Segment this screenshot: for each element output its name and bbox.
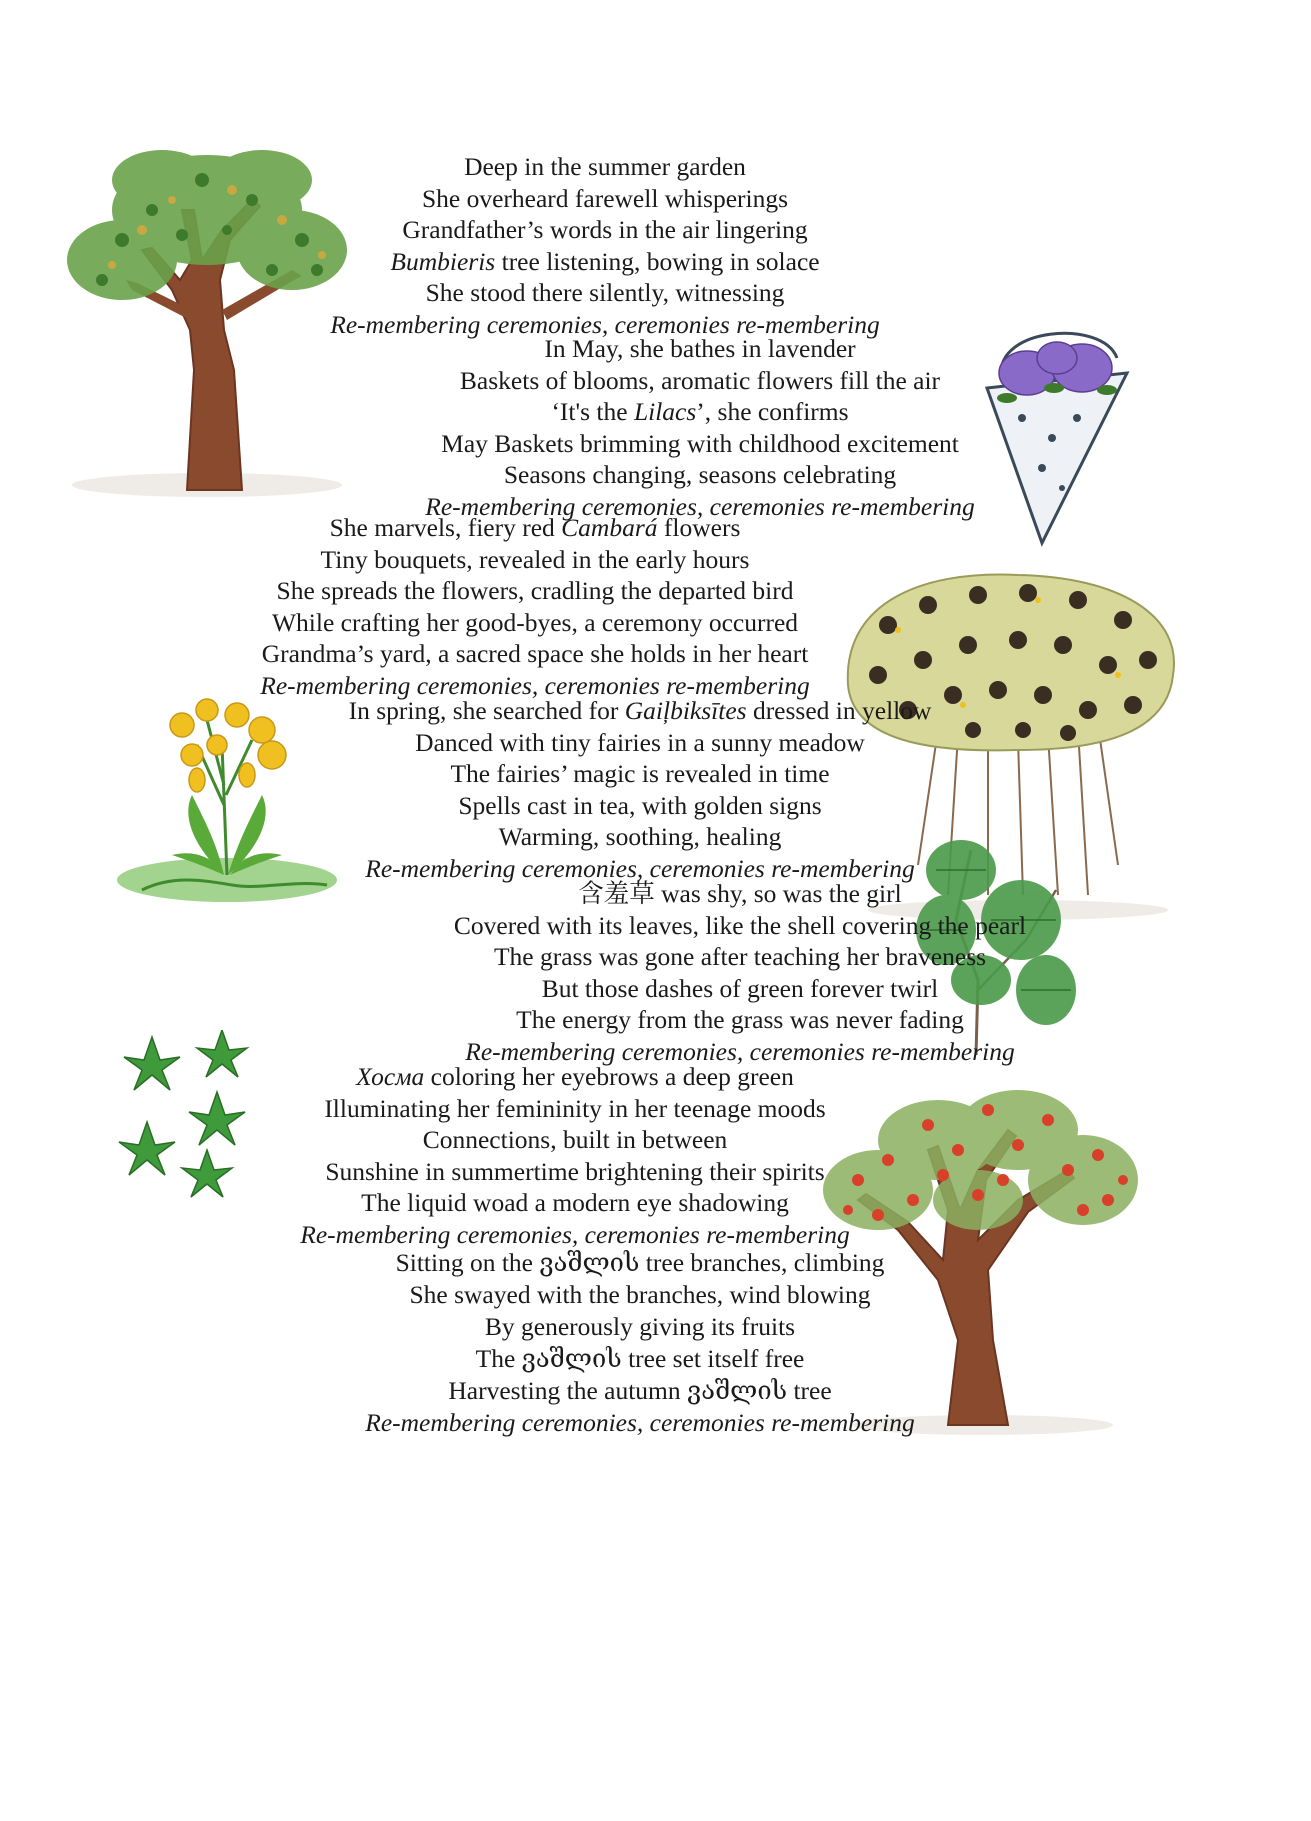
- poem-line: While crafting her good-byes, a ceremony occurred: [271, 607, 799, 637]
- poem-line: In spring, she searched for Gaiļbiksītes dressed in yellow: [348, 696, 932, 725]
- refrain-line: Re-membering ceremonies, ceremonies re-membering: [300, 1219, 850, 1249]
- refrain-line: Re-membering ceremonies, ceremonies re-membering: [330, 309, 880, 339]
- poem-line: The grass was gone after teaching her braveness: [493, 942, 987, 971]
- refrain-line: Re-membering ceremonies, ceremonies re-membering: [365, 853, 915, 883]
- stanza-7: [330, 1247, 950, 1439]
- poem-line: Bumbieris tree listening, bowing in solace: [390, 246, 820, 276]
- poem-line: Хосма coloring her eyebrows a deep green: [356, 1062, 794, 1091]
- stanza-2: [390, 333, 1010, 522]
- stanza-1: [310, 151, 900, 340]
- poem-line: She overheard farewell whisperings: [421, 183, 789, 213]
- poem-line: Spells cast in tea, with golden signs: [458, 790, 822, 820]
- refrain-line: Re-membering ceremonies, ceremonies re-membering: [425, 491, 975, 521]
- poem-line: The liquid woad a modern eye shadowing: [361, 1188, 789, 1217]
- poem-line: Sitting on the ვაშლის tree branches, climbing: [395, 1248, 885, 1277]
- poem-line: May Baskets brimming with childhood excitement: [441, 428, 959, 458]
- poem-line: But those dashes of green forever twirl: [541, 973, 939, 1003]
- stanza-6: [260, 1061, 890, 1250]
- stanza-3: [220, 512, 850, 701]
- poem-line: The fairies’ magic is revealed in time: [450, 759, 830, 788]
- poem-line: Covered with its leaves, like the shell covering the pearl: [453, 910, 1027, 940]
- poem-line: She swayed with the branches, wind blowing: [409, 1280, 871, 1309]
- poem-line: ‘It's the Lilacs’, she confirms: [551, 397, 849, 426]
- poem-line: Baskets of blooms, aromatic flowers fill the air: [459, 365, 941, 395]
- poem-line: She spreads the flowers, cradling the departed bird: [276, 576, 794, 605]
- refrain-line: Re-membering ceremonies, ceremonies re-membering: [260, 670, 810, 700]
- poem-line: She marvels, fiery red Cambará flowers: [329, 513, 741, 542]
- poem-line: Grandma’s yard, a sacred space she holds in her heart: [261, 639, 809, 668]
- poem-line: 含羞草 was shy, so was the girl: [578, 879, 902, 908]
- poem-line: Deep in the summer garden: [464, 152, 746, 181]
- poem-line: Danced with tiny fairies in a sunny meadow: [415, 727, 865, 757]
- poem-line: Illuminating her femininity in her teenage moods: [324, 1093, 826, 1123]
- hosta-leaves-illustration: [112, 1030, 262, 1200]
- stanza-5: [420, 878, 1060, 1067]
- refrain-line: Re-membering ceremonies, ceremonies re-membering: [465, 1036, 1015, 1066]
- poem-line: Seasons changing, seasons celebrating: [503, 460, 897, 489]
- cowslip-illustration: [112, 685, 342, 905]
- poem-line: Connections, built in between: [422, 1125, 728, 1154]
- poem-line: She stood there silently, witnessing: [425, 278, 785, 307]
- poem-line: Grandfather’s words in the air lingering: [402, 215, 808, 244]
- poem-line: Tiny bouquets, revealed in the early hours: [320, 544, 750, 574]
- poem-line: By generously giving its fruits: [484, 1312, 796, 1341]
- poem-line: Warming, soothing, healing: [498, 822, 782, 851]
- poem-line: Harvesting the autumn ვაშლის tree: [448, 1376, 832, 1405]
- poem-line: In May, she bathes in lavender: [544, 334, 856, 363]
- refrain-line: Re-membering ceremonies, ceremonies re-membering: [365, 1408, 915, 1437]
- poem-line: Sunshine in summertime brightening their spirits: [325, 1156, 825, 1186]
- stanza-4: [320, 695, 960, 884]
- poem-line: The energy from the grass was never fading: [516, 1005, 964, 1034]
- poem-line: The ვაშლის tree set itself free: [475, 1344, 805, 1373]
- pear-tree-illustration: [62, 140, 352, 500]
